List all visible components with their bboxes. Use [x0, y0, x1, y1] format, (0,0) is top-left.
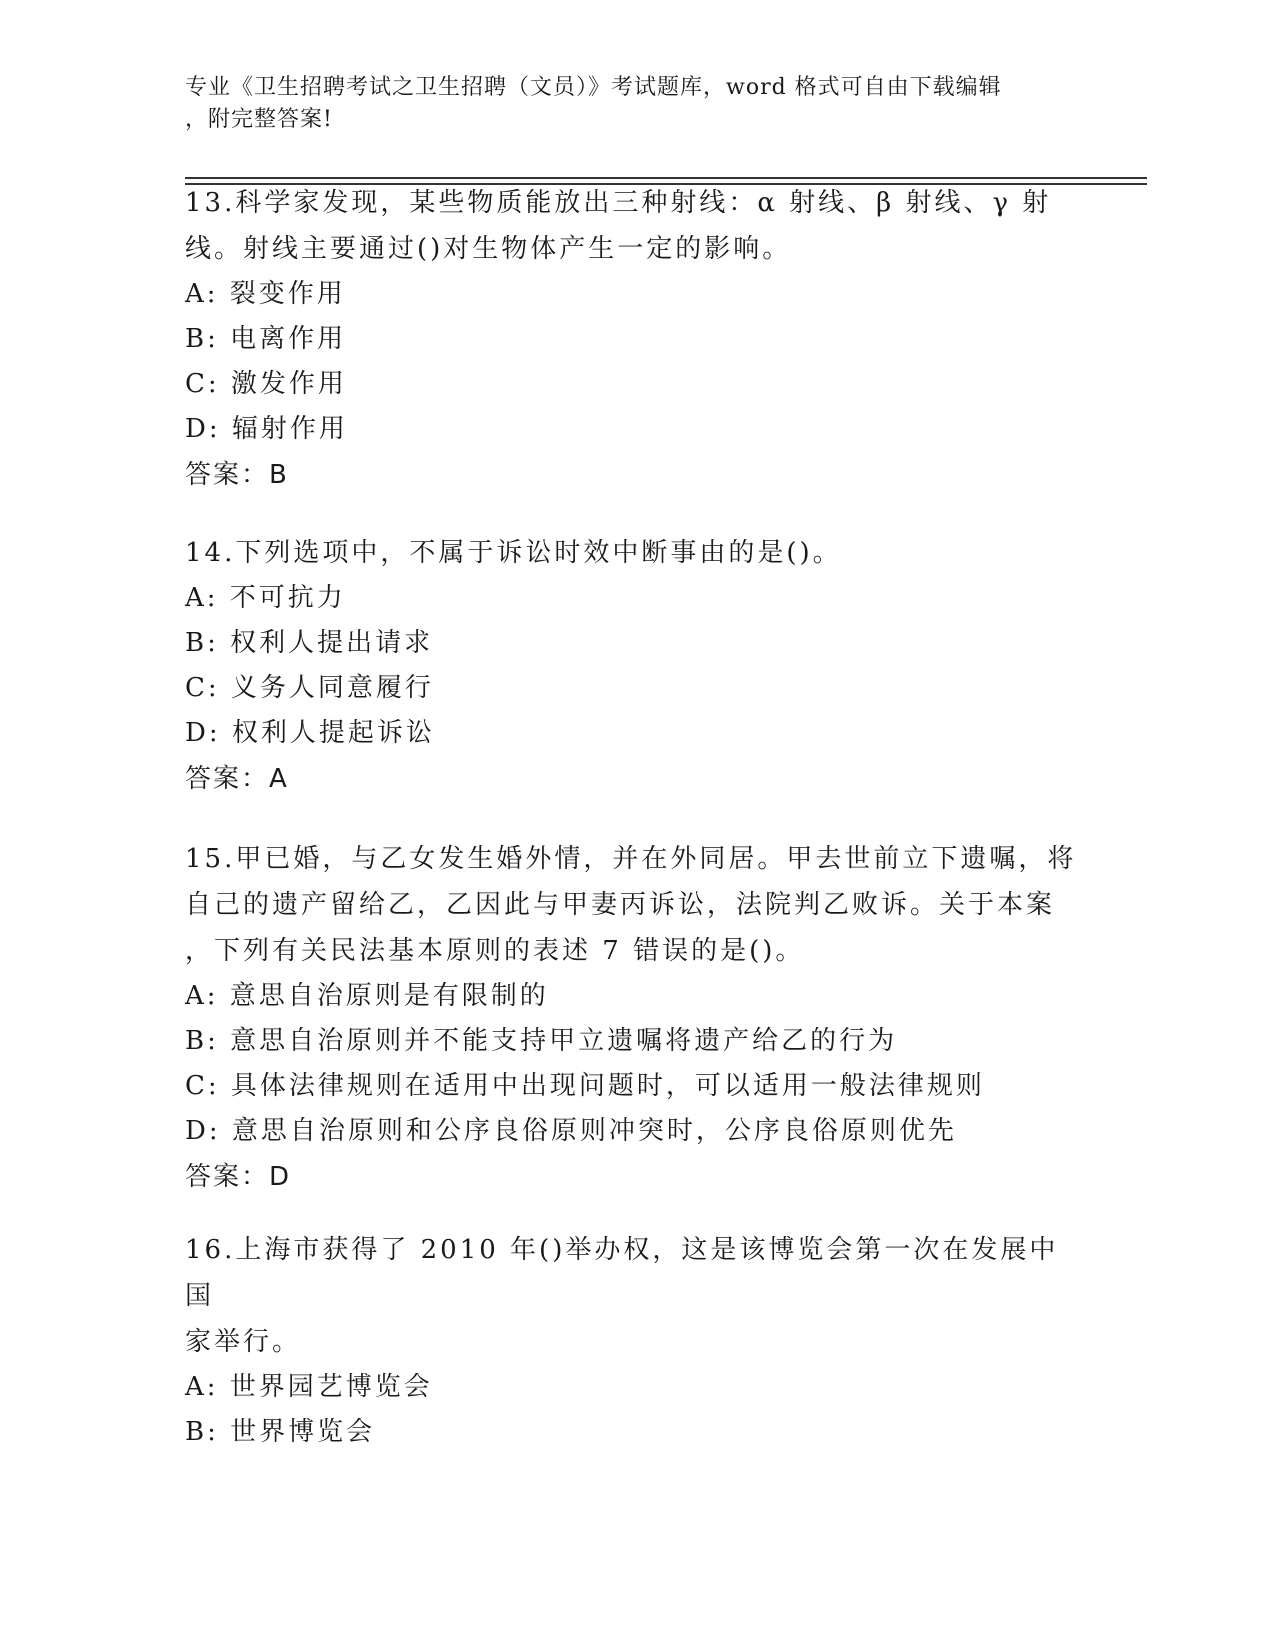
- question-text: [185, 530, 1085, 576]
- question-text-line: 13.科学家发现，某些物质能放出三种射线：α 射线、β 射线、γ 射: [185, 188, 1052, 218]
- option-d: D: 意思自治原则和公序良俗原则冲突时，公序良俗原则优先: [185, 1116, 957, 1146]
- question-text-line: 16.上海市获得了 2010 年()举办权，这是该博览会第一次在发展中国: [185, 1235, 1059, 1311]
- answer: 答案：B: [185, 460, 289, 490]
- option-a: A: 不可抗力: [185, 583, 346, 613]
- question-text-line: 自己的遗产留给乙，乙因此与甲妻丙诉讼，法院判乙败诉。关于本案: [185, 890, 1056, 920]
- question-16: [185, 1227, 1085, 1455]
- header-divider-top: [185, 177, 1147, 179]
- answer: 答案：A: [185, 764, 289, 794]
- question-text-line: 家举行。: [185, 1327, 302, 1357]
- option-c: C: 义务人同意履行: [185, 673, 434, 703]
- option-d: D: 权利人提起诉讼: [185, 718, 435, 748]
- question-text: [185, 836, 1085, 974]
- option-c: C: 激发作用: [185, 369, 347, 399]
- option-a: A: 世界园艺博览会: [185, 1372, 433, 1402]
- option-b: B: 世界博览会: [185, 1417, 376, 1447]
- question-text-line: 14.下列选项中，不属于诉讼时效中断事由的是()。: [185, 538, 842, 568]
- question-text-line: 15.甲已婚，与乙女发生婚外情，并在外同居。甲去世前立下遗嘱，将: [185, 844, 1077, 874]
- question-text: [185, 180, 1085, 272]
- question-text-line: ，下列有关民法基本原则的表述 7 错误的是()。: [185, 936, 805, 966]
- question-text: [185, 1227, 1085, 1365]
- answer: 答案：D: [185, 1162, 292, 1192]
- option-b: B: 电离作用: [185, 324, 347, 354]
- option-a: A: 意思自治原则是有限制的: [185, 981, 549, 1011]
- header-line-2: ，附完整答案!: [185, 107, 333, 132]
- question-14: [185, 530, 1085, 802]
- question-13: [185, 180, 1085, 498]
- header-line-1: 专业《卫生招聘考试之卫生招聘（文员）》考试题库，word 格式可自由下载编辑: [185, 75, 1002, 100]
- question-text-line: 线。射线主要通过()对生物体产生一定的影响。: [185, 234, 792, 264]
- option-d: D: 辐射作用: [185, 414, 348, 444]
- document-header-note: [185, 72, 1065, 136]
- option-c: C: 具体法律规则在适用中出现问题时，可以适用一般法律规则: [185, 1071, 985, 1101]
- question-15: [185, 836, 1085, 1200]
- option-b: B: 权利人提出请求: [185, 628, 434, 658]
- option-b: B: 意思自治原则并不能支持甲立遗嘱将遗产给乙的行为: [185, 1026, 898, 1056]
- option-a: A: 裂变作用: [185, 279, 346, 309]
